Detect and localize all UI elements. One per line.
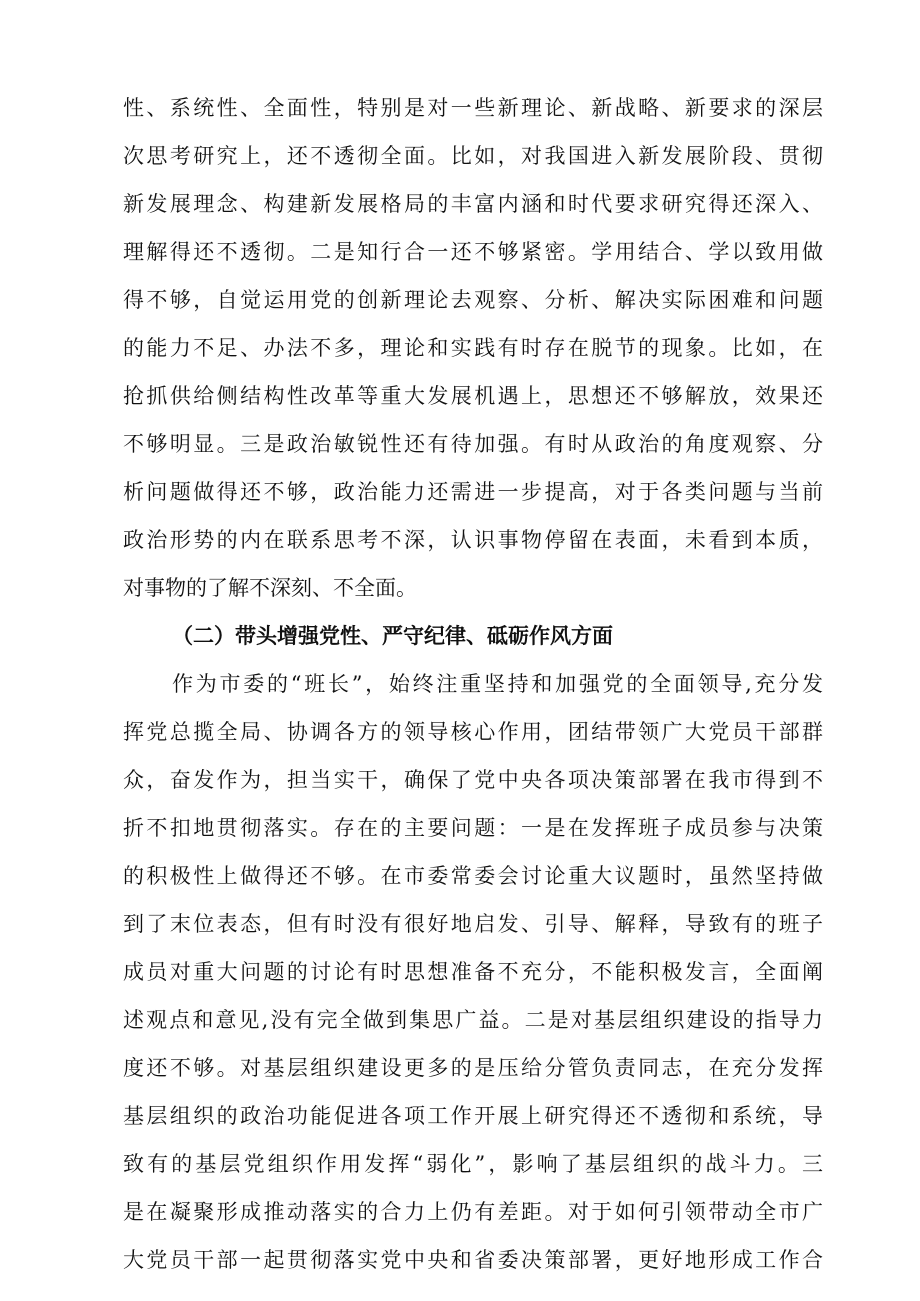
section-heading: （二）带头增强党性、严守纪律、砥砺作风方面: [172, 624, 613, 648]
paragraph-line: 对事物的了解不深刻、不全面。: [123, 576, 417, 600]
paragraph-line: 到了末位表态，但有时没有很好地启发、引导、解释，导致有的班子: [123, 912, 823, 936]
paragraph-line: 得不够，自觉运用党的创新理论去观察、分析、解决实际困难和问题: [123, 288, 823, 312]
paragraph-line: 性、系统性、全面性，特别是对一些新理论、新战略、新要求的深层: [123, 96, 823, 120]
paragraph-line: 成员对重大问题的讨论有时思想准备不充分，不能积极发言，全面阐: [123, 960, 823, 984]
paragraph-line: 挥党总揽全局、协调各方的领导核心作用，团结带领广大党员干部群: [123, 720, 823, 744]
paragraph-line: 析问题做得还不够，政治能力还需进一步提高，对于各类问题与当前: [123, 480, 823, 504]
paragraph-line: 新发展理念、构建新发展格局的丰富内涵和时代要求研究得还深入、: [123, 192, 823, 216]
paragraph-line: 大党员干部一起贯彻落实党中央和省委决策部署，更好地形成工作合: [123, 1248, 823, 1272]
paragraph-line: 理解得还不透彻。二是知行合一还不够紧密。学用结合、学以致用做: [123, 240, 823, 264]
paragraph-line: 众，奋发作为，担当实干，确保了党中央各项决策部署在我市得到不: [123, 768, 823, 792]
paragraph-line: 折不扣地贯彻落实。存在的主要问题：一是在发挥班子成员参与决策: [123, 816, 823, 840]
paragraph-line: 述观点和意见,没有完全做到集思广益。二是对基层组织建设的指导力: [123, 1008, 823, 1032]
paragraph-line: 抢抓供给侧结构性改革等重大发展机遇上，思想还不够解放，效果还: [123, 384, 823, 408]
paragraph-line: 的积极性上做得还不够。在市委常委会讨论重大议题时，虽然坚持做: [123, 864, 823, 888]
paragraph-line: 是在凝聚形成推动落实的合力上仍有差距。对于如何引领带动全市广: [123, 1200, 823, 1224]
paragraph-line: 政治形势的内在联系思考不深，认识事物停留在表面，未看到本质，: [123, 528, 823, 552]
paragraph-line: 次思考研究上，还不透彻全面。比如，对我国进入新发展阶段、贯彻: [123, 144, 823, 168]
paragraph-line: 致有的基层党组织作用发挥“弱化”，影响了基层组织的战斗力。三: [123, 1152, 823, 1176]
paragraph-line: 不够明显。三是政治敏锐性还有待加强。有时从政治的角度观察、分: [123, 432, 823, 456]
paragraph-line: 的能力不足、办法不多，理论和实践有时存在脱节的现象。比如，在: [123, 336, 823, 360]
paragraph-line: 基层组织的政治功能促进各项工作开展上研究得还不透彻和系统，导: [123, 1104, 823, 1128]
paragraph-line: 度还不够。对基层组织建设更多的是压给分管负责同志，在充分发挥: [123, 1056, 823, 1080]
paragraph-line: 作为市委的“班长”，始终注重坚持和加强党的全面领导,充分发: [172, 672, 823, 696]
